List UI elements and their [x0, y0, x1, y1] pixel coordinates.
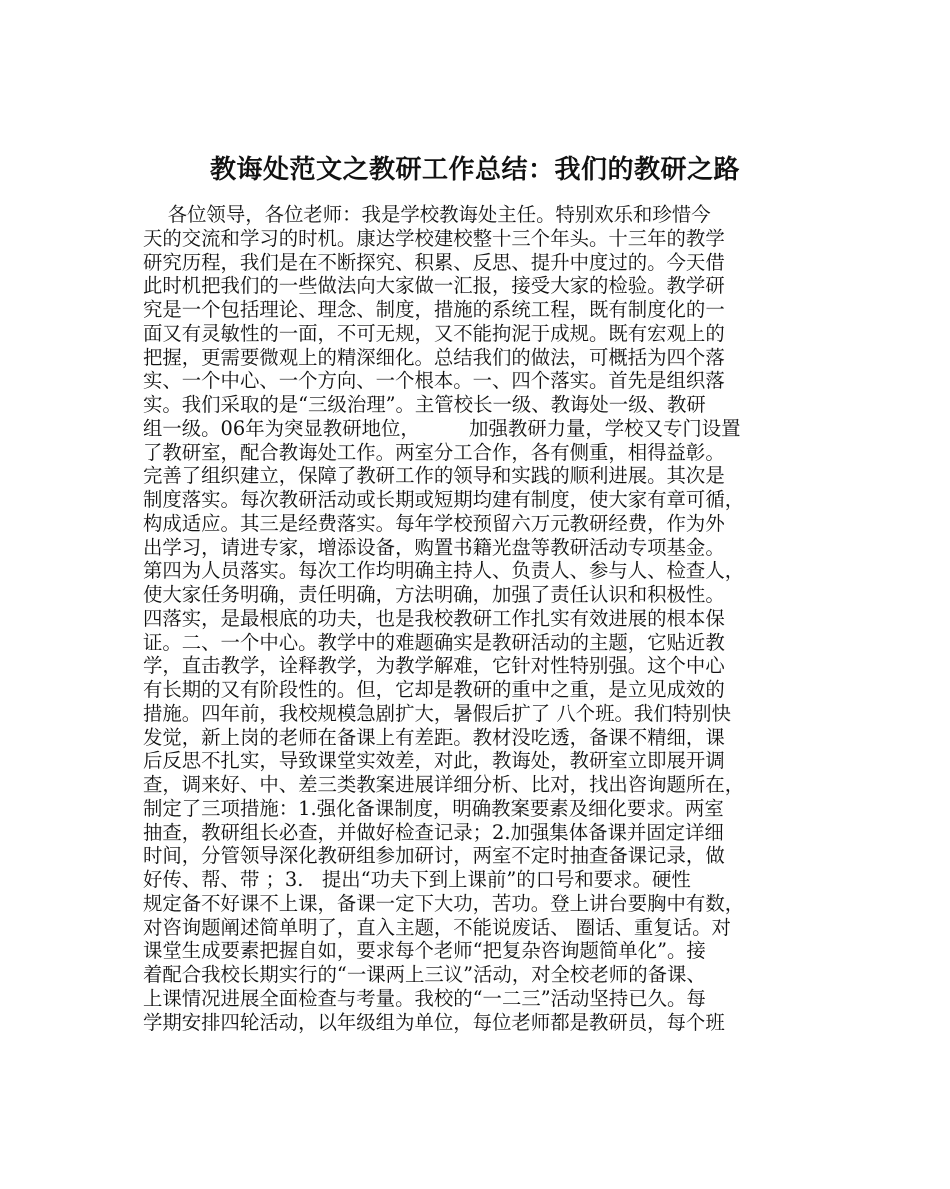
- body-line: 规定备不好课不上课，备课一定下大功，苦功。登上讲台要胸中有数，: [143, 891, 745, 915]
- body-line: 着配合我校长期实行的“一课两上三议”活动，对全校老师的备课、: [143, 963, 706, 986]
- body-line: 制定了三项措施：1.强化备课制度，明确教案要素及细化要求。两室: [143, 796, 724, 820]
- body-line: 究是一个包括理论、理念、制度，措施的系统工程，既有制度化的一: [143, 298, 725, 321]
- body-line: 出学习，请进专家，增添设备，购置书籍光盘等教研活动专项基金。: [143, 535, 725, 559]
- body-line: 组一级。06年为突显教研地位， 加强教研力量，学校又专门设置: [143, 416, 741, 440]
- body-line: 学，直击教学，诠释教学，为教学解难，它针对性特别强。这个中心: [143, 654, 725, 678]
- body-line: 有长期的又有阶段性的。但，它却是教研的重中之重，是立见成效的: [143, 678, 725, 701]
- body-line: 对咨询题阐述简单明了，直入主题，不能说废话、 圈话、重复话。对: [143, 915, 731, 939]
- body-line: 各位领导，各位老师：我是学校教诲处主任。特别欢乐和珍惜今: [143, 203, 711, 226]
- body-line: 构成适应。其三是经费落实。每年学校预留六万元教研经费，作为外: [143, 511, 725, 535]
- body-line: 实、一个中心、一个方向、一个根本。一、四个落实。首先是组织落: [143, 369, 725, 393]
- body-line: 把握，更需要微观上的精深细化。总结我们的做法，可概括为四个落: [143, 345, 725, 369]
- body-line: 制度落实。每次教研活动或长期或短期均建有制度，使大家有章可循，: [143, 488, 745, 511]
- body-line: 四落实，是最根底的功夫，也是我校教研工作扎实有效进展的根本保: [143, 606, 725, 630]
- body-line: 此时机把我们的一些做法向大家做一汇报，接受大家的检验。教学研: [143, 274, 725, 298]
- body-line: 课堂生成要素把握自如，要求每个老师“把复杂咨询题简单化”。接: [143, 939, 706, 963]
- body-line: 使大家任务明确，责任明确，方法明确，加强了责任认识和积极性。: [143, 583, 725, 606]
- body-line: 第四为人员落实。每次工作均明确主持人、负责人、参与人、检查人，: [143, 559, 745, 583]
- body-line: 好传、帮、带 ；3. 提出“功夫下到上课前”的口号和要求。硬性: [143, 868, 691, 891]
- body-line: 上课情况进展全面检查与考量。我校的“一二三”活动坚持已久。每: [143, 986, 706, 1010]
- body-line: 查，调来好、中、差三类教案进展详细分析、比对，找出咨询题所在，: [143, 773, 745, 796]
- body-line: 学期安排四轮活动，以年级组为单位，每位老师都是教研员，每个班: [143, 1010, 725, 1034]
- body-line: 了教研室，配合教诲处工作。两室分工合作，各有侧重，相得益彰。: [143, 440, 725, 464]
- body-line: 措施。四年前，我校规模急剧扩大，暑假后扩了 八个班。我们特别快: [143, 701, 731, 725]
- document-title: 教诲处范文之教研工作总结：我们的教研之路: [209, 155, 740, 186]
- body-line: 完善了组织建立，保障了教研工作的领导和实践的顺利进展。其次是: [143, 464, 725, 488]
- body-line: 天的交流和学习的时机。康达学校建校整十三个年头。十三年的教学: [143, 226, 725, 250]
- body-line: 实。我们采取的是“三级治理”。主管校长一级、教诲处一级、教研: [143, 393, 706, 416]
- body-line: 研究历程，我们是在不断探究、积累、反思、提升中度过的。今天借: [143, 250, 725, 274]
- body-line: 发觉，新上岗的老师在备课上有差距。教材没吃透，备课不精细，课: [143, 725, 725, 749]
- body-line: 证。二、一个中心。教学中的难题确实是教研活动的主题，它贴近教: [143, 630, 725, 654]
- body-line: 后反思不扎实，导致课堂实效差，对此，教诲处，教研室立即展开调: [143, 749, 725, 773]
- body-line: 时间，分管领导深化教研组参加研讨，两室不定时抽查备课记录，做: [143, 844, 725, 868]
- body-line: 抽查，教研组长必查，并做好检查记录；2.加强集体备课并固定详细: [143, 820, 724, 844]
- document-body: [143, 203, 808, 1034]
- body-line: 面又有灵敏性的一面，不可无规，又不能拘泥于成规。既有宏观上的: [143, 321, 725, 345]
